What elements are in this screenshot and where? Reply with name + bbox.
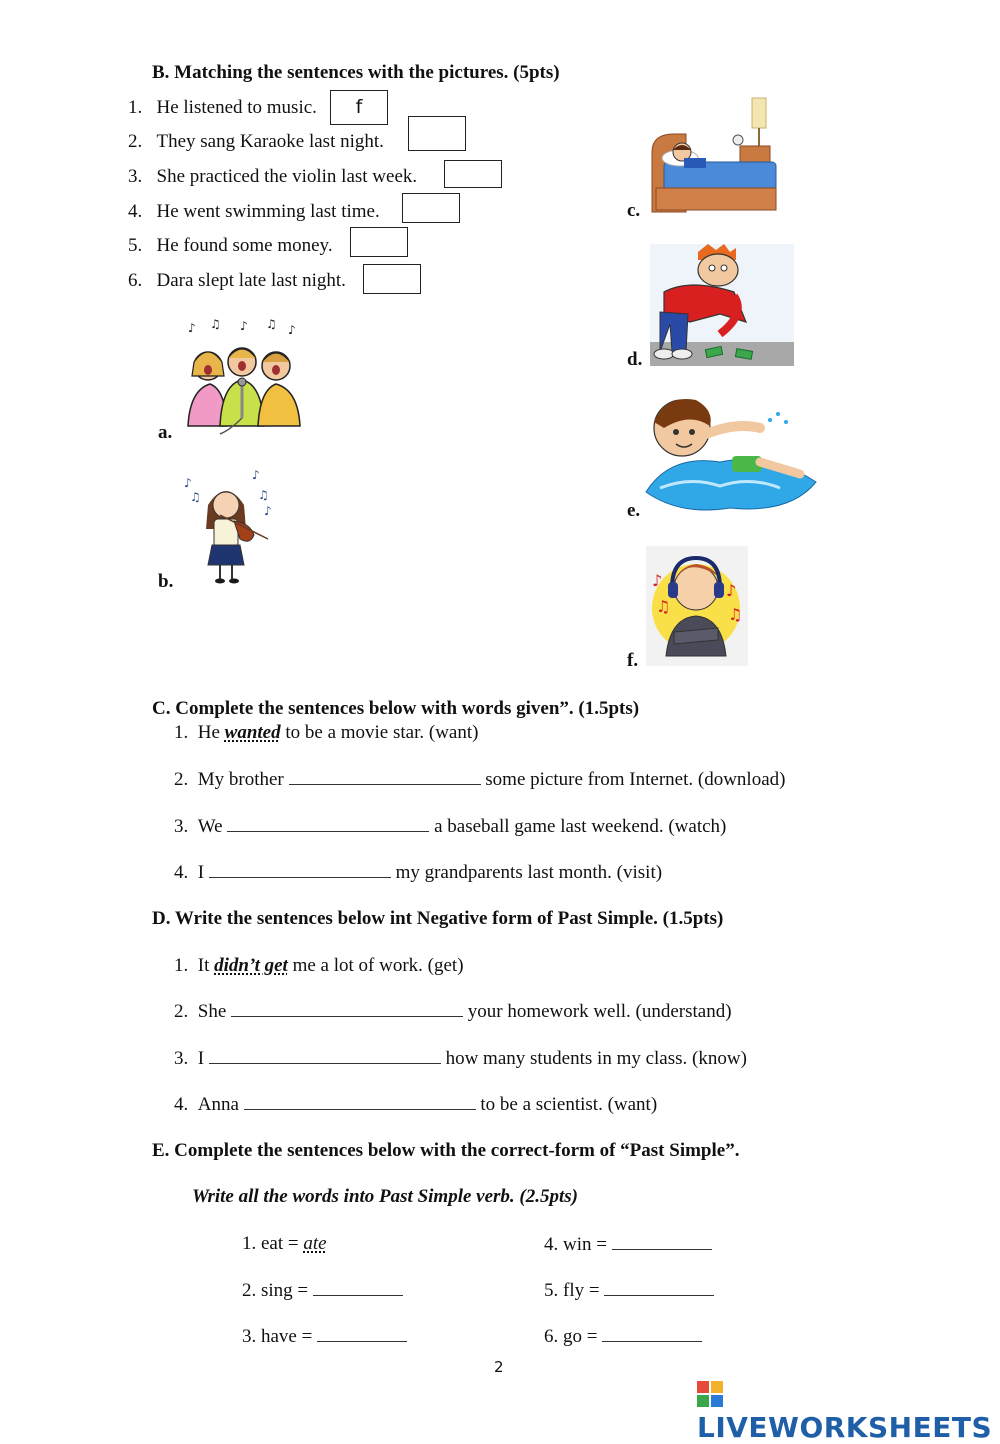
- liveworksheets-mark-icon: [697, 1381, 723, 1407]
- c-item-3: [174, 815, 726, 838]
- item-text: 4. win =: [544, 1234, 612, 1255]
- item-text: 5. fly =: [544, 1280, 605, 1301]
- picture-label-f: f.: [627, 650, 639, 671]
- item-text: 2. sing =: [242, 1280, 313, 1301]
- answer-blank[interactable]: [602, 1325, 702, 1342]
- page-number: 2: [494, 1358, 504, 1376]
- svg-text:♪: ♪: [184, 476, 192, 490]
- b-item-4: [128, 201, 380, 223]
- c-item-1: [174, 722, 478, 744]
- answer-blank[interactable]: [604, 1279, 714, 1296]
- example-answer: ate: [303, 1233, 327, 1254]
- item-text: He found some money.: [156, 235, 333, 256]
- b-item-3: [128, 166, 417, 188]
- section-d-heading: D. Write the sentences below int Negative form of Past Simple. (1.5pts): [152, 908, 724, 929]
- item-number: 4.: [174, 862, 189, 883]
- item-number: 1.: [174, 722, 189, 743]
- item-number: 1.: [174, 955, 189, 976]
- b-item-6: [128, 270, 346, 292]
- b-item-2: [128, 131, 384, 153]
- answer-blank[interactable]: [313, 1279, 403, 1296]
- picture-label-a: a.: [158, 422, 173, 443]
- section-e-heading: E. Complete the sentences below with the correct-form of “Past Simple”.: [152, 1140, 740, 1161]
- b-answer-box-5[interactable]: [350, 227, 408, 257]
- example-answer: wanted: [224, 722, 281, 743]
- item-text: my grandparents last month. (visit): [390, 862, 663, 883]
- svg-text:♪: ♪: [726, 581, 737, 600]
- svg-text:♪: ♪: [652, 571, 663, 590]
- svg-text:♫: ♫: [656, 597, 671, 616]
- item-text: some picture from Internet. (download): [480, 769, 786, 790]
- b-answer-box-2[interactable]: [408, 116, 466, 151]
- svg-text:♪: ♪: [188, 321, 196, 335]
- item-text: me a lot of work. (get): [287, 955, 464, 976]
- picture-label-d: d.: [627, 349, 643, 370]
- e-item-1: [242, 1233, 327, 1255]
- item-number: 2.: [174, 1001, 189, 1022]
- item-text: I: [197, 1048, 209, 1069]
- item-text: She practiced the violin last week.: [156, 166, 418, 187]
- item-text: They sang Karaoke last night.: [156, 131, 384, 152]
- svg-text:♪: ♪: [288, 323, 296, 337]
- answer-blank[interactable]: [612, 1233, 712, 1250]
- d-item-4: [174, 1093, 657, 1116]
- answer-blank[interactable]: [289, 768, 481, 785]
- item-text: He: [197, 722, 225, 743]
- picture-b-violin: [180, 465, 272, 587]
- item-text: He listened to music.: [156, 97, 317, 118]
- item-text: 1. eat =: [242, 1233, 304, 1254]
- example-answer: didn’t get: [214, 955, 288, 976]
- picture-label-c: c.: [627, 200, 641, 221]
- e-item-6: [544, 1325, 702, 1348]
- d-item-2: [174, 1000, 732, 1023]
- svg-text:♫: ♫: [210, 318, 221, 331]
- item-text: 6. go =: [544, 1326, 603, 1347]
- svg-text:♪: ♪: [252, 468, 260, 482]
- item-text: It: [197, 955, 215, 976]
- svg-text:♫: ♫: [190, 490, 201, 504]
- section-c-heading: C. Complete the sentences below with words given”. (1.5pts): [152, 698, 640, 719]
- e-item-3: [242, 1325, 407, 1348]
- item-number: 4.: [174, 1094, 189, 1115]
- picture-c-sleeping: [646, 96, 778, 214]
- item-text: I: [197, 862, 209, 883]
- e-item-2: [242, 1279, 403, 1302]
- svg-text:♫: ♫: [728, 605, 743, 624]
- item-text: a baseball game last weekend. (watch): [429, 816, 727, 837]
- picture-f-headphones: [646, 546, 748, 666]
- item-number: 4.: [128, 201, 143, 222]
- b-answer-box-6[interactable]: [363, 264, 421, 294]
- answer-blank[interactable]: [317, 1325, 407, 1342]
- item-text: Dara slept late last night.: [156, 270, 346, 291]
- answer-blank[interactable]: [227, 815, 429, 832]
- answer-blank[interactable]: [244, 1093, 476, 1110]
- answer-blank[interactable]: [209, 861, 391, 878]
- answer-blank[interactable]: [209, 1047, 441, 1064]
- answer-blank[interactable]: [231, 1000, 463, 1017]
- b-answer-box-1[interactable]: f: [330, 90, 388, 125]
- item-number: 6.: [128, 270, 143, 291]
- item-number: 3.: [174, 816, 189, 837]
- b-answer-box-4[interactable]: [402, 193, 460, 223]
- b-answer-box-3[interactable]: [444, 160, 502, 188]
- item-text: 3. have =: [242, 1326, 318, 1347]
- picture-e-swimming: [640, 392, 820, 516]
- b-item-1: [128, 97, 317, 119]
- e-item-4: [544, 1233, 712, 1256]
- picture-label-b: b.: [158, 571, 174, 592]
- picture-d-money: [650, 244, 794, 366]
- c-item-2: [174, 768, 785, 791]
- svg-text:♫: ♫: [266, 318, 277, 331]
- item-number: 2.: [174, 769, 189, 790]
- item-number: 1.: [128, 97, 143, 118]
- c-item-4: [174, 861, 662, 884]
- item-text: Anna: [197, 1094, 244, 1115]
- picture-a-karaoke: [180, 318, 310, 436]
- item-text: My brother: [197, 769, 289, 790]
- section-e-instruction: Write all the words into Past Simple verb. (2.5pts): [192, 1186, 578, 1207]
- item-text: how many students in my class. (know): [440, 1048, 747, 1069]
- item-text: to be a scientist. (want): [475, 1094, 658, 1115]
- e-item-5: [544, 1279, 714, 1302]
- d-item-1: [174, 955, 464, 977]
- item-text: She: [197, 1001, 231, 1022]
- item-number: 5.: [128, 235, 143, 256]
- svg-text:♫: ♫: [258, 488, 269, 502]
- item-text: your homework well. (understand): [463, 1001, 732, 1022]
- item-number: 3.: [128, 166, 143, 187]
- svg-text:♪: ♪: [240, 319, 248, 333]
- picture-label-e: e.: [627, 500, 641, 521]
- item-text: He went swimming last time.: [156, 201, 380, 222]
- d-item-3: [174, 1047, 747, 1070]
- section-b-heading: B. Matching the sentences with the pictures. (5pts): [152, 62, 560, 83]
- liveworksheets-logo: [697, 1378, 1000, 1444]
- b-item-5: [128, 235, 333, 257]
- item-text: We: [197, 816, 228, 837]
- logo-text: LIVEWORKSHEETS: [697, 1411, 993, 1444]
- item-number: 2.: [128, 131, 143, 152]
- item-text: to be a movie star. (want): [280, 722, 479, 743]
- item-number: 3.: [174, 1048, 189, 1069]
- svg-text:♪: ♪: [264, 504, 272, 518]
